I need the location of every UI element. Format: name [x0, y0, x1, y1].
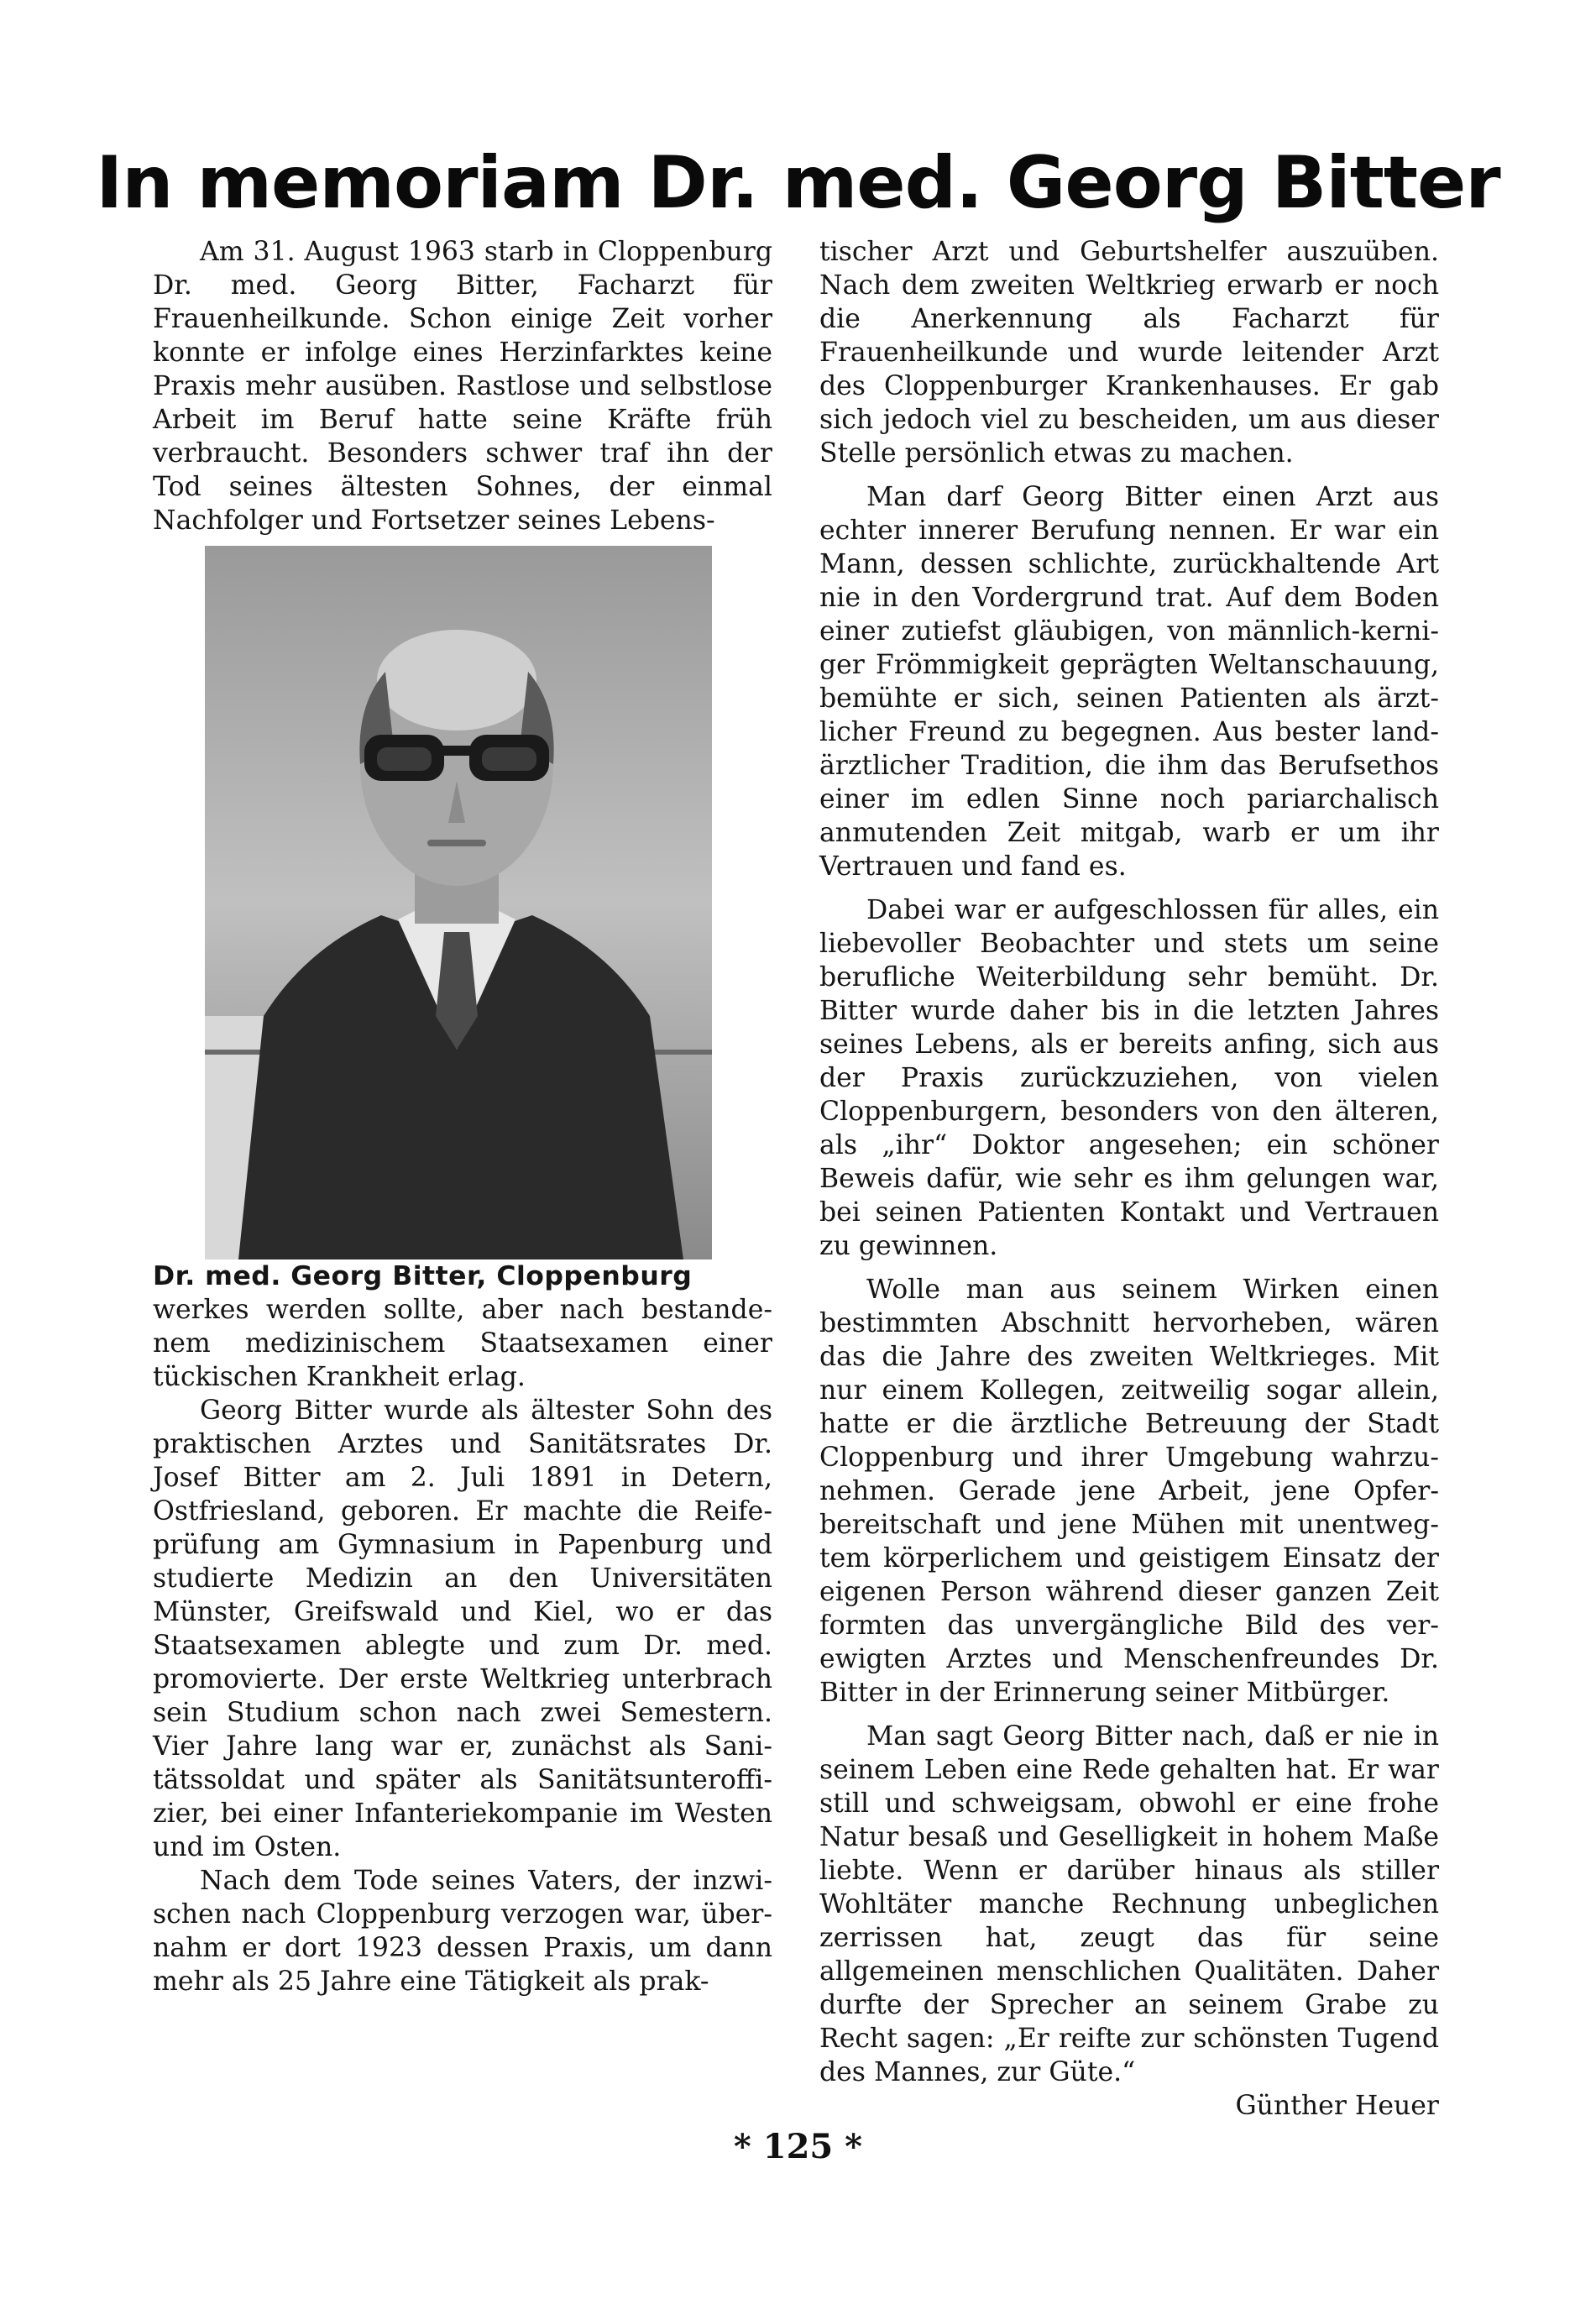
right-column — [819, 235, 1439, 2123]
left-column — [153, 235, 772, 1998]
paragraph-practice: Nach dem Tode seines Vaters, der inzwischen nach Cloppenburg verzogen war, übernahm er dort 1923 dessen Praxis, um dann mehr als 25 Jahre eine Tätigkeit als prak- — [153, 1866, 772, 1997]
paragraph-continued: tischer Arzt und Geburtshelfer auszuüben. Nach dem zweiten Weltkrieg erwarb er noch die Anerkennung als Facharzt für Frauenheilkunde und wurde leitender Arzt des Cloppenburger Krankenhauses. Er gab sich jedoch viel zu bescheiden, um aus dieser Stelle persönlich etwas zu machen. — [819, 237, 1439, 469]
portrait-photo — [205, 546, 712, 1260]
paragraph-openness: Dabei war er aufgeschlossen für alles, ein liebevoller Beobachter und stets um seine berufliche Weiterbildung sehr bemüht. Dr. Bitter wurde daher bis in die letzten Jahres seines Lebens, als er bereits anfing, sich aus der Praxis zurückzuziehen, von vielen Cloppenburgern, besonders von den älteren, als „ihr“ Doktor angesehen; ein schöner Beweis dafür, wie sehr es ihm gelungen war, bei seinen Patienten Kontakt und Vertrauen zu gewinnen. — [819, 895, 1439, 1261]
paragraph-biography: Georg Bitter wurde als ältester Sohn des praktischen Arztes und Sanitätsrates Dr. Josef Bitter am 2. Juli 1891 in Detern, Ostfriesland, geboren. Er machte die Reifeprüfung am Gymnasium in Papenburg und studierte Medizin an den Universitäten Münster, Greifswald und Kiel, wo er das Staatsexamen ablegte und zum Dr. med. promovierte. Der erste Weltkrieg unterbrach sein Studium schon nach zwei Semestern. Vier Jahre lang war er, zunächst als Sanitätssoldat und später als Sanitätsunteroffizier, bei einer Infanteriekompanie im Westen und im Osten. — [153, 1396, 772, 1862]
paragraph-calling: Man darf Georg Bitter einen Arzt aus echter innerer Berufung nennen. Er war ein Mann, dessen schlichte, zurückhaltende Art nie in den Vordergrund trat. Auf dem Boden einer zutiefst gläubigen, von männlich-kerniger Frömmigkeit geprägten Weltanschauung, bemühte er sich, seinen Patienten als ärztlicher Freund zu begegnen. Aus bester landärztlicher Tradition, die ihm das Berufsethos einer im edlen Sinne noch pariarchalisch anmutenden Zeit mitgab, warb er um ihr Vertrauen und fand es. — [819, 482, 1439, 882]
paragraph-war-years: Wolle man aus seinem Wirken einen bestimmten Abschnitt hervorheben, wären das die Jahre des zweiten Weltkrieges. Mit nur einem Kollegen, zeitweilig sogar allein, hatte er die ärztliche Betreuung der Stadt Cloppenburg und ihrer Umgebung wahrzunehmen. Gerade jene Arbeit, jene Opferbereitschaft und jene Mühen mit unentwegtem körperlichem und geistigem Einsatz der eigenen Person während dieser ganzen Zeit formten das unvergängliche Bild des verewigten Arztes und Menschenfreundes Dr. Bitter in der Erinnerung seiner Mitbürger. — [819, 1275, 1439, 1708]
paragraph-character: Man sagt Georg Bitter nach, daß er nie in seinem Leben eine Rede gehalten hat. Er war still und schweigsam, obwohl er eine frohe Natur besaß und Geselligkeit in hohem Maße liebte. Wenn er darüber hinaus als stiller Wohltäter manche Rechnung unbeglichen zerrissen hat, zeugt das für seine allgemeinen menschlichen Qualitäten. Daher durfte der Sprecher an seinem Grabe zu Recht sagen: „Er reifte zur schönsten Tugend des Mannes, zur Güte.“ — [819, 1721, 1439, 2087]
author-signature: Günther Heuer — [1235, 2091, 1439, 2121]
page-number: * 125 * — [733, 2127, 863, 2166]
portrait-figure — [153, 546, 772, 1293]
photo-caption: Dr. med. Georg Bitter, Cloppenburg — [153, 1261, 693, 1291]
paragraph-continuation: werkes werden sollte, aber nach bestandenem medizinischem Staatsexamen einer tückischen Krankheit erlag. — [153, 1295, 772, 1392]
intro-paragraph: Am 31. August 1963 starb in Cloppenburg Dr. med. Georg Bitter, Facharzt für Frauenheilkunde. Schon einige Zeit vorher konnte er infolge eines Herzinfarktes keine Praxis mehr ausüben. Rastlose und selbstlose Arbeit im Beruf hatte seine Kräfte früh verbraucht. Besonders schwer traf ihn der Tod seines ältesten Sohnes, der einmal Nachfolger und Fortsetzer seines Lebens- — [153, 237, 772, 536]
article-title: In memoriam Dr. med. Georg Bitter — [96, 141, 1500, 225]
